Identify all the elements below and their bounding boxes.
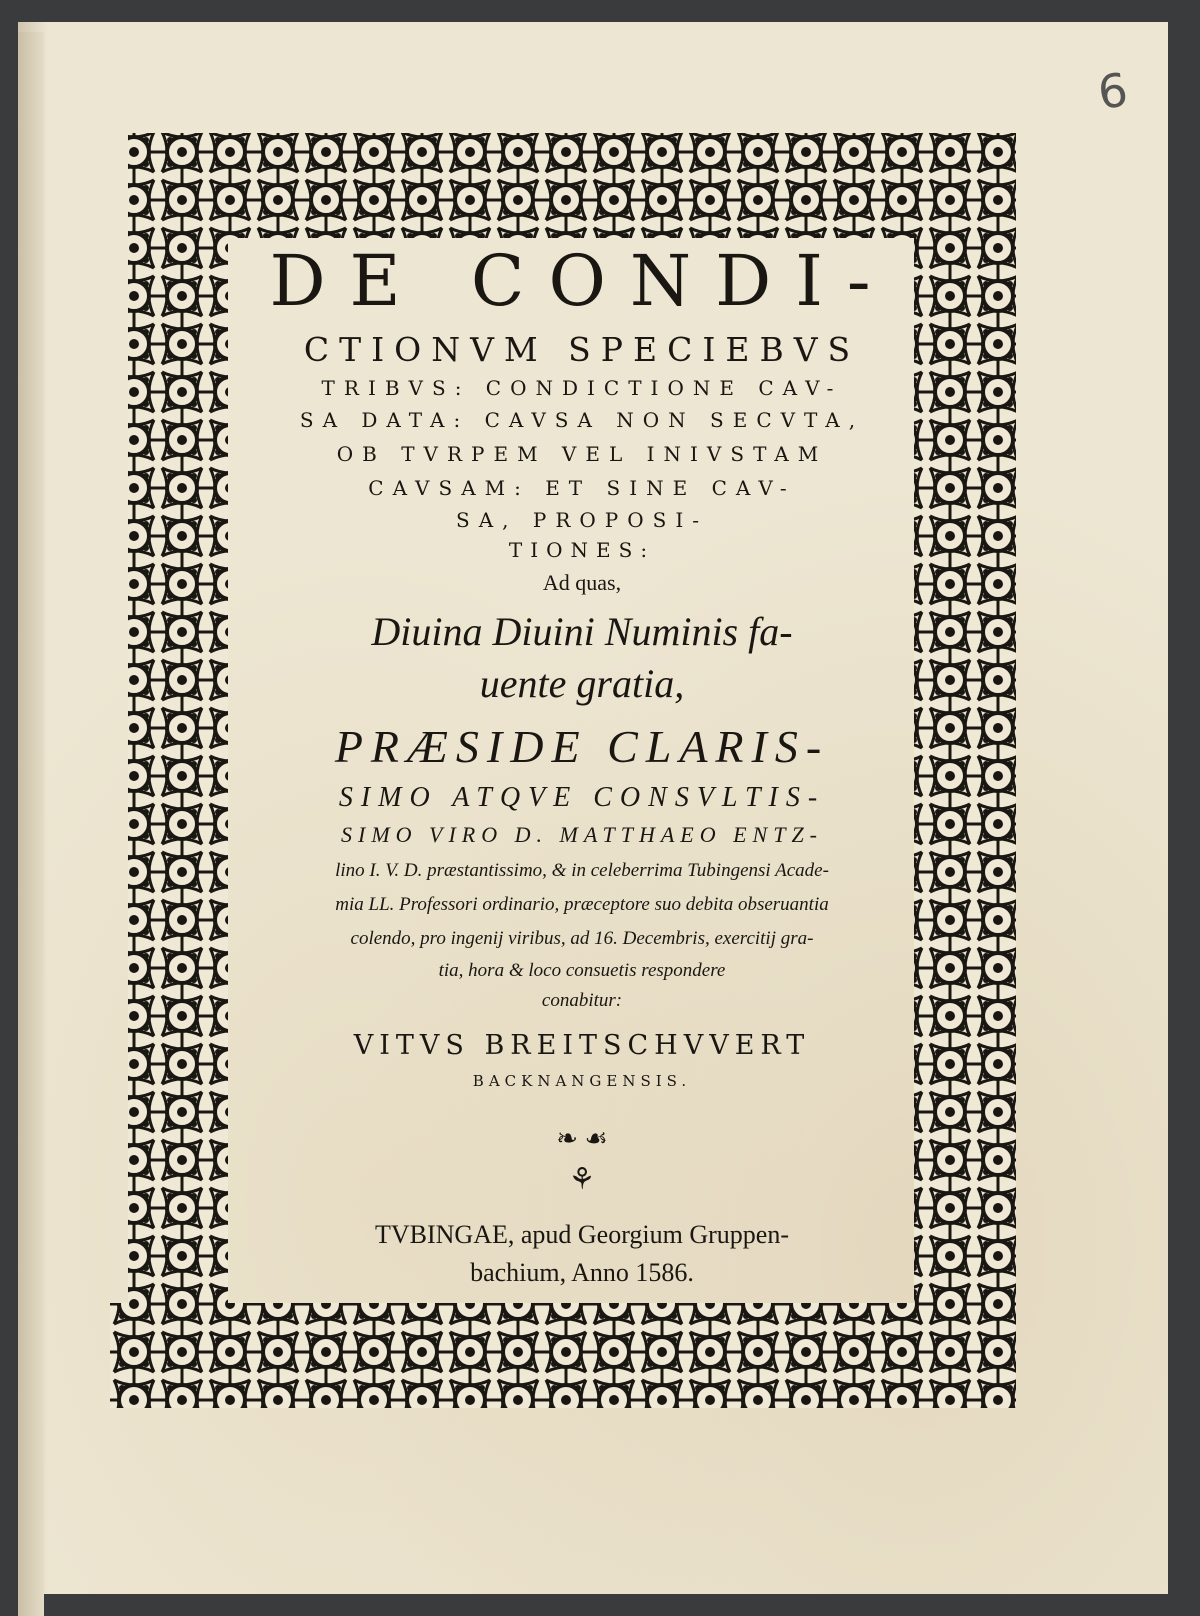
body-line-4: tia, hora & loco consuetis respondere bbox=[438, 960, 726, 981]
fleuron-ornament: ❧ ☙ bbox=[556, 1124, 608, 1153]
title-line-2: CTIONVM SPECIEBVS bbox=[303, 330, 861, 369]
title-line-7: SA, PROPOSI- bbox=[456, 508, 708, 532]
praeside-line-2: SIMO ATQVE CONSVLTIS- bbox=[338, 782, 826, 813]
praeside-line-3: SIMO VIRO D. MATTHAEO ENTZ- bbox=[341, 822, 823, 847]
title-line-6: CAVSAM: ET SINE CAV- bbox=[368, 476, 796, 500]
ad-quas: Ad quas, bbox=[542, 570, 622, 595]
folio-number: 6 bbox=[1094, 62, 1132, 120]
body-line-5: conabitur: bbox=[541, 990, 623, 1011]
flower-ornament: ⚘ bbox=[568, 1163, 596, 1196]
title-block bbox=[232, 240, 932, 1340]
title-line-5: OB TVRPEM VEL INIVSTAM bbox=[336, 442, 828, 466]
imprint-line-1: TVBINGAE, apud Georgium Gruppen- bbox=[375, 1220, 789, 1249]
author-origin: BACKNANGENSIS. bbox=[472, 1072, 692, 1090]
imprint-line-2: bachium, Anno 1586. bbox=[470, 1258, 694, 1287]
title-line-4: SA DATA: CAVSA NON SECVTA, bbox=[299, 408, 865, 432]
title-line-3: TRIBVS: CONDICTIONE CAV- bbox=[321, 376, 843, 400]
page-gutter bbox=[18, 32, 44, 1616]
title-line-1: DE CONDI- bbox=[269, 240, 895, 322]
body-line-3: colendo, pro ingenij viribus, ad 16. Decembris, exercitij gra- bbox=[350, 928, 814, 949]
title-line-8: TIONES: bbox=[508, 538, 656, 562]
body-line-1: lino I. V. D. præstantissimo, & in celeberrima Tubingensi Acade- bbox=[335, 860, 829, 881]
praeside-line-1: PRÆSIDE CLARIS- bbox=[334, 721, 830, 772]
body-line-2: mia LL. Professori ordinario, præceptore suo debita obseruantia bbox=[335, 894, 829, 915]
divina-line-2: uente gratia, bbox=[479, 661, 685, 706]
author-name: VITVS BREITSCHVVERT bbox=[353, 1030, 811, 1061]
divina-line-1: Diuina Diuini Numinis fa- bbox=[371, 609, 793, 654]
